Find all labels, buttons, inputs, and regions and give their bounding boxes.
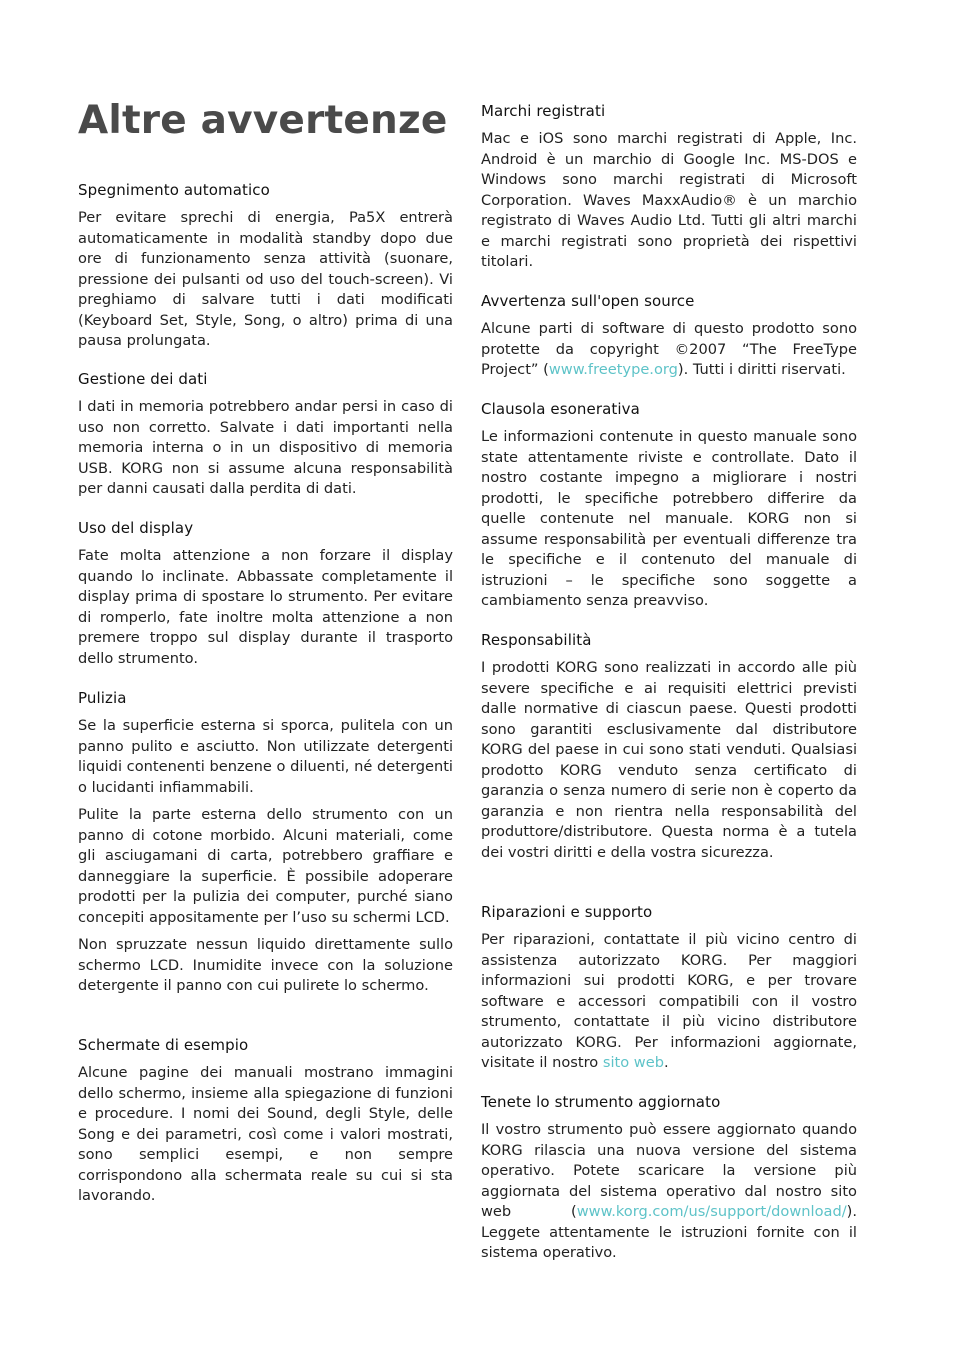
paragraph: Mac e iOS sono marchi registrati di Apple, Inc. Android è un marchio di Google Inc. MS-DOS e Windows sono marchi registrati di Microsoft Corporation. Waves MaxxAudio® è un marchio registrato di Waves Audio Ltd. Tutti gli altri marchi e marchi registrati sono proprietà dei rispettivi titolari.	[481, 130, 857, 270]
section-heading: Schermate di esempio	[78, 1036, 249, 1054]
paragraph: Per evitare sprechi di energia, Pa5X entrerà automaticamente in modalità standby dopo due ore di funzionamento senza attività (suonare, pressione dei pulsanti od uso del touch-screen). Vi preghiamo di salvare tutti i dati modificati (Keyboard Set, Style, Song, o altro) prima di una pausa prolungata.	[78, 209, 453, 349]
paragraph: Alcune pagine dei manuali mostrano immagini dello schermo, insieme alla spiegazione di funzioni e procedure. I nomi dei Sound, degli Style, delle Song e dei parametri, così come i valori mostrati, sono semplici esempi, e non sempre corrispondono alla schermata reale su cui si sta lavorando.	[78, 1064, 453, 1204]
section-heading: Uso del display	[78, 519, 194, 537]
section-heading: Avvertenza sull'open source	[481, 292, 695, 310]
paragraph: Se la superficie esterna si sporca, pulitela con un panno pulito e asciutto. Non utilizzate detergenti liquidi contenenti benzene o diluenti, né detergenti o lucidanti infiammabili.	[78, 717, 453, 796]
section-cleaning	[78, 688, 453, 1004]
section-liability	[481, 630, 857, 870]
paragraph: Le informazioni contenute in questo manuale sono state attentamente riviste e controllate. Dato il nostro costante impegno a migliorare i nostri prodotti, le specifiche potrebbero differire da quelle contenute nel manuale. KORG non si assume responsabilità per eventuali differenze tra le specifiche e il contenuto del manuale di istruzioni – le specifiche sono soggette a cambiamento senza preavviso.	[481, 428, 857, 609]
paragraph: I dati in memoria potrebbero andar persi in caso di uso non corretto. Salvate i dati importanti nella memoria interna o in un dispositivo di memoria USB. KORG non si assume alcuna responsabilità per danni causati dalla perdita di dati.	[78, 398, 453, 497]
section-open-source	[481, 291, 857, 388]
text: Il vostro strumento può essere aggiornato quando KORG rilascia una nuova versione del sistema operativo. Potete scaricare la versione più aggiornata del sistema operativo dal nostro sito web (	[481, 1121, 857, 1220]
section-heading: Marchi registrati	[481, 102, 606, 120]
paragraph	[481, 319, 857, 381]
text: Per riparazioni, contattate il più vicino centro di assistenza autorizzato KORG. Per maggiori informazioni sui prodotti KORG, e per trovare software e accessori compatibili con il vostro strumento, contattate il più vicino distributore autorizzato KORG. Per informazioni aggiornate, visitate il nostro	[481, 931, 857, 1071]
section-heading: Responsabilità	[481, 631, 592, 649]
section-heading: Tenete lo strumento aggiornato	[481, 1093, 721, 1111]
section-heading: Riparazioni e supporto	[481, 903, 653, 921]
section-heading: Pulizia	[78, 689, 127, 707]
paragraph: Non spruzzate nessun liquido direttamente sullo schermo LCD. Inumidite invece con la soluzione detergente il panno con cui pulirete lo schermo.	[78, 936, 453, 994]
website-link[interactable]: sito web	[602, 1054, 664, 1071]
section-trademarks	[481, 101, 857, 280]
section-display-use	[78, 518, 453, 676]
section-disclaimer	[481, 399, 857, 619]
page-title: Altre avvertenze	[78, 98, 448, 143]
paragraph: Fate molta attenzione a non forzare il display quando lo inclinate. Abbassate completamente il display prima di spostare lo strumento. Per evitare di romperlo, fate inoltre molta attenzione a non premere troppo sul display durante il trasporto dello strumento.	[78, 547, 453, 667]
section-data-handling	[78, 369, 453, 507]
section-auto-power-off	[78, 180, 453, 359]
text: ). Tutti i diritti riservati.	[677, 361, 846, 378]
paragraph	[481, 1120, 857, 1264]
text: Alcune parti di software di questo prodotto sono protette da copyright ©2007 “The FreeType Project” (	[481, 320, 857, 378]
freetype-link[interactable]: www.freetype.org	[548, 361, 678, 378]
text: .	[664, 1054, 669, 1071]
section-keep-updated	[481, 1092, 857, 1271]
section-repairs-support	[481, 902, 857, 1081]
paragraph: I prodotti KORG sono realizzati in accordo alle più severe specifiche e ai requisiti elettrici previsti dalle normative di ciascun paese. Questi prodotti sono garantiti esclusivamente dal distributore KORG del paese in cui sono stati venduti. Qualsiasi prodotto KORG venduto senza certificato di garanzia o senza numero di serie non è coperto da garanzia e non rientra nella responsabilità del produttore/distributore. Questa norma è a tutela dei vostri diritti e della vostra sicurezza.	[481, 659, 857, 861]
download-link[interactable]: www.korg.com/us/support/download/	[576, 1203, 847, 1220]
section-example-screens	[78, 1035, 453, 1214]
section-heading: Clausola esonerativa	[481, 400, 640, 418]
text: ). Leggete attentamente le istruzioni fornite con il sistema operativo.	[481, 1203, 857, 1261]
paragraph	[481, 930, 857, 1074]
paragraph: Pulite la parte esterna dello strumento con un panno di cotone morbido. Alcuni materiali, come gli asciugamani di carta, potrebbero graffiare e danneggiare la superficie. È possibile adoperare prodotti per la pulizia dei computer, purché siano concepiti appositamente per l’uso su schermi LCD.	[78, 806, 453, 926]
section-heading: Gestione dei dati	[78, 370, 208, 388]
section-heading: Spegnimento automatico	[78, 181, 270, 199]
